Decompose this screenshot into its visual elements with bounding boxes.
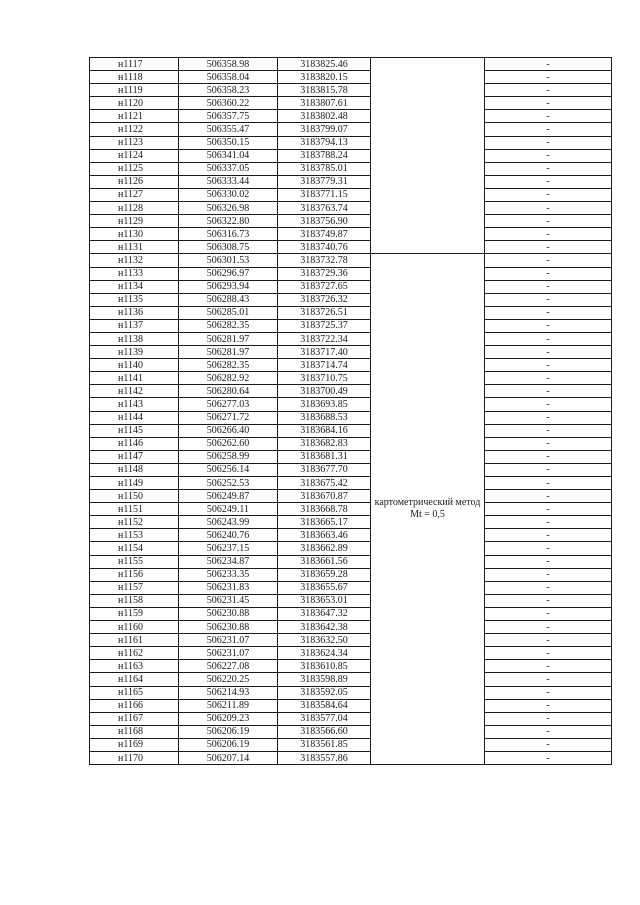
y-coordinate-cell: 3183663.46 — [278, 529, 371, 542]
point-id-cell: н1131 — [90, 241, 179, 254]
x-coordinate-cell: 506271.72 — [179, 411, 278, 424]
accuracy-dash-cell: - — [485, 751, 612, 764]
accuracy-dash-cell: - — [485, 673, 612, 686]
y-coordinate-cell: 3183740.76 — [278, 241, 371, 254]
y-coordinate-cell: 3183825.46 — [278, 58, 371, 71]
y-coordinate-cell: 3183662.89 — [278, 542, 371, 555]
y-coordinate-cell: 3183653.01 — [278, 594, 371, 607]
accuracy-dash-cell: - — [485, 581, 612, 594]
accuracy-dash-cell: - — [485, 306, 612, 319]
y-coordinate-cell: 3183598.89 — [278, 673, 371, 686]
y-coordinate-cell: 3183794.13 — [278, 136, 371, 149]
table-row — [90, 686, 612, 699]
point-id-cell: н1122 — [90, 123, 179, 136]
table-row — [90, 529, 612, 542]
table-row — [90, 332, 612, 345]
x-coordinate-cell: 506330.02 — [179, 188, 278, 201]
accuracy-dash-cell: - — [485, 490, 612, 503]
point-id-cell: н1133 — [90, 267, 179, 280]
point-id-cell: н1123 — [90, 136, 179, 149]
x-coordinate-cell: 506288.43 — [179, 293, 278, 306]
point-id-cell: н1168 — [90, 725, 179, 738]
y-coordinate-cell: 3183681.31 — [278, 450, 371, 463]
accuracy-dash-cell: - — [485, 725, 612, 738]
point-id-cell: н1150 — [90, 490, 179, 503]
y-coordinate-cell: 3183779.31 — [278, 175, 371, 188]
x-coordinate-cell: 506358.04 — [179, 71, 278, 84]
table-row — [90, 280, 612, 293]
table-row — [90, 254, 612, 267]
x-coordinate-cell: 506206.19 — [179, 738, 278, 751]
y-coordinate-cell: 3183624.34 — [278, 647, 371, 660]
x-coordinate-cell: 506308.75 — [179, 241, 278, 254]
table-row — [90, 581, 612, 594]
point-id-cell: н1138 — [90, 332, 179, 345]
accuracy-dash-cell: - — [485, 97, 612, 110]
accuracy-dash-cell: - — [485, 712, 612, 725]
coordinates-table — [89, 57, 612, 765]
y-coordinate-cell: 3183670.87 — [278, 490, 371, 503]
method-cell: картометрический метод Mt = 0,5 — [371, 254, 485, 765]
table-row — [90, 385, 612, 398]
table-row — [90, 84, 612, 97]
accuracy-dash-cell: - — [485, 254, 612, 267]
y-coordinate-cell: 3183682.83 — [278, 437, 371, 450]
table-row — [90, 398, 612, 411]
point-id-cell: н1130 — [90, 228, 179, 241]
point-id-cell: н1158 — [90, 594, 179, 607]
table-row — [90, 699, 612, 712]
x-coordinate-cell: 506230.88 — [179, 621, 278, 634]
accuracy-dash-cell: - — [485, 149, 612, 162]
accuracy-dash-cell: - — [485, 332, 612, 345]
y-coordinate-cell: 3183802.48 — [278, 110, 371, 123]
point-id-cell: н1151 — [90, 503, 179, 516]
accuracy-dash-cell: - — [485, 477, 612, 490]
y-coordinate-cell: 3183577.04 — [278, 712, 371, 725]
point-id-cell: н1162 — [90, 647, 179, 660]
accuracy-dash-cell: - — [485, 607, 612, 620]
x-coordinate-cell: 506258.99 — [179, 450, 278, 463]
table-row — [90, 450, 612, 463]
x-coordinate-cell: 506350.15 — [179, 136, 278, 149]
accuracy-dash-cell: - — [485, 346, 612, 359]
table-row — [90, 241, 612, 254]
x-coordinate-cell: 506237.15 — [179, 542, 278, 555]
x-coordinate-cell: 506282.92 — [179, 372, 278, 385]
accuracy-dash-cell: - — [485, 175, 612, 188]
point-id-cell: н1156 — [90, 568, 179, 581]
table-row — [90, 594, 612, 607]
point-id-cell: н1157 — [90, 581, 179, 594]
y-coordinate-cell: 3183661.56 — [278, 555, 371, 568]
x-coordinate-cell: 506301.53 — [179, 254, 278, 267]
table-row — [90, 542, 612, 555]
x-coordinate-cell: 506214.93 — [179, 686, 278, 699]
table-row — [90, 634, 612, 647]
x-coordinate-cell: 506358.23 — [179, 84, 278, 97]
table-row — [90, 751, 612, 764]
point-id-cell: н1152 — [90, 516, 179, 529]
x-coordinate-cell: 506206.19 — [179, 725, 278, 738]
x-coordinate-cell: 506282.35 — [179, 319, 278, 332]
accuracy-dash-cell: - — [485, 267, 612, 280]
x-coordinate-cell: 506277.03 — [179, 398, 278, 411]
x-coordinate-cell: 506285.01 — [179, 306, 278, 319]
point-id-cell: н1142 — [90, 385, 179, 398]
y-coordinate-cell: 3183815.78 — [278, 84, 371, 97]
accuracy-dash-cell: - — [485, 686, 612, 699]
x-coordinate-cell: 506231.45 — [179, 594, 278, 607]
y-coordinate-cell: 3183584.64 — [278, 699, 371, 712]
y-coordinate-cell: 3183592.05 — [278, 686, 371, 699]
accuracy-dash-cell: - — [485, 542, 612, 555]
point-id-cell: н1143 — [90, 398, 179, 411]
table-row — [90, 621, 612, 634]
accuracy-dash-cell: - — [485, 424, 612, 437]
accuracy-dash-cell: - — [485, 71, 612, 84]
point-id-cell: н1159 — [90, 607, 179, 620]
table-row — [90, 175, 612, 188]
table-row — [90, 71, 612, 84]
accuracy-dash-cell: - — [485, 529, 612, 542]
y-coordinate-cell: 3183647.32 — [278, 607, 371, 620]
y-coordinate-cell: 3183693.85 — [278, 398, 371, 411]
point-id-cell: н1167 — [90, 712, 179, 725]
point-id-cell: н1169 — [90, 738, 179, 751]
accuracy-dash-cell: - — [485, 738, 612, 751]
y-coordinate-cell: 3183675.42 — [278, 477, 371, 490]
point-id-cell: н1147 — [90, 450, 179, 463]
x-coordinate-cell: 506234.87 — [179, 555, 278, 568]
point-id-cell: н1164 — [90, 673, 179, 686]
table-row — [90, 202, 612, 215]
x-coordinate-cell: 506209.23 — [179, 712, 278, 725]
y-coordinate-cell: 3183729.36 — [278, 267, 371, 280]
table-row — [90, 607, 612, 620]
point-id-cell: н1146 — [90, 437, 179, 450]
table-row — [90, 738, 612, 751]
point-id-cell: н1137 — [90, 319, 179, 332]
x-coordinate-cell: 506249.11 — [179, 503, 278, 516]
y-coordinate-cell: 3183655.67 — [278, 581, 371, 594]
y-coordinate-cell: 3183688.53 — [278, 411, 371, 424]
x-coordinate-cell: 506293.94 — [179, 280, 278, 293]
point-id-cell: н1140 — [90, 359, 179, 372]
y-coordinate-cell: 3183668.78 — [278, 503, 371, 516]
y-coordinate-cell: 3183727.65 — [278, 280, 371, 293]
x-coordinate-cell: 506220.25 — [179, 673, 278, 686]
y-coordinate-cell: 3183771.15 — [278, 188, 371, 201]
y-coordinate-cell: 3183610.85 — [278, 660, 371, 673]
point-id-cell: н1127 — [90, 188, 179, 201]
x-coordinate-cell: 506227.08 — [179, 660, 278, 673]
coordinates-document — [89, 57, 611, 765]
y-coordinate-cell: 3183714.74 — [278, 359, 371, 372]
table-row — [90, 162, 612, 175]
accuracy-dash-cell: - — [485, 228, 612, 241]
table-row — [90, 411, 612, 424]
table-row — [90, 424, 612, 437]
method-blank-cell — [371, 58, 485, 254]
table-row — [90, 110, 612, 123]
table-row — [90, 228, 612, 241]
x-coordinate-cell: 506326.98 — [179, 202, 278, 215]
x-coordinate-cell: 506233.35 — [179, 568, 278, 581]
table-row — [90, 516, 612, 529]
accuracy-dash-cell: - — [485, 516, 612, 529]
point-id-cell: н1129 — [90, 215, 179, 228]
table-row — [90, 215, 612, 228]
y-coordinate-cell: 3183632.50 — [278, 634, 371, 647]
y-coordinate-cell: 3183820.15 — [278, 71, 371, 84]
x-coordinate-cell: 506252.53 — [179, 477, 278, 490]
point-id-cell: н1141 — [90, 372, 179, 385]
table-row — [90, 673, 612, 686]
table-row — [90, 568, 612, 581]
y-coordinate-cell: 3183717.40 — [278, 346, 371, 359]
point-id-cell: н1148 — [90, 463, 179, 476]
y-coordinate-cell: 3183659.28 — [278, 568, 371, 581]
point-id-cell: н1166 — [90, 699, 179, 712]
accuracy-dash-cell: - — [485, 293, 612, 306]
x-coordinate-cell: 506282.35 — [179, 359, 278, 372]
accuracy-dash-cell: - — [485, 162, 612, 175]
accuracy-dash-cell: - — [485, 215, 612, 228]
x-coordinate-cell: 506207.14 — [179, 751, 278, 764]
x-coordinate-cell: 506281.97 — [179, 332, 278, 345]
x-coordinate-cell: 506357.75 — [179, 110, 278, 123]
x-coordinate-cell: 506280.64 — [179, 385, 278, 398]
y-coordinate-cell: 3183684.16 — [278, 424, 371, 437]
table-row — [90, 647, 612, 660]
point-id-cell: н1165 — [90, 686, 179, 699]
point-id-cell: н1125 — [90, 162, 179, 175]
accuracy-dash-cell: - — [485, 398, 612, 411]
x-coordinate-cell: 506341.04 — [179, 149, 278, 162]
x-coordinate-cell: 506355.47 — [179, 123, 278, 136]
table-row — [90, 490, 612, 503]
point-id-cell: н1170 — [90, 751, 179, 764]
table-row — [90, 660, 612, 673]
table-row — [90, 306, 612, 319]
accuracy-dash-cell: - — [485, 621, 612, 634]
x-coordinate-cell: 506358.98 — [179, 58, 278, 71]
x-coordinate-cell: 506262.60 — [179, 437, 278, 450]
y-coordinate-cell: 3183700.49 — [278, 385, 371, 398]
point-id-cell: н1139 — [90, 346, 179, 359]
coordinates-table-body — [90, 58, 612, 765]
table-row — [90, 503, 612, 516]
table-row — [90, 463, 612, 476]
x-coordinate-cell: 506231.07 — [179, 647, 278, 660]
accuracy-dash-cell: - — [485, 58, 612, 71]
point-id-cell: н1161 — [90, 634, 179, 647]
y-coordinate-cell: 3183756.90 — [278, 215, 371, 228]
x-coordinate-cell: 506256.14 — [179, 463, 278, 476]
point-id-cell: н1153 — [90, 529, 179, 542]
point-id-cell: н1155 — [90, 555, 179, 568]
accuracy-dash-cell: - — [485, 555, 612, 568]
accuracy-dash-cell: - — [485, 463, 612, 476]
x-coordinate-cell: 506231.07 — [179, 634, 278, 647]
point-id-cell: н1136 — [90, 306, 179, 319]
table-row — [90, 437, 612, 450]
point-id-cell: н1119 — [90, 84, 179, 97]
accuracy-dash-cell: - — [485, 123, 612, 136]
table-row — [90, 267, 612, 280]
point-id-cell: н1144 — [90, 411, 179, 424]
table-row — [90, 293, 612, 306]
accuracy-dash-cell: - — [485, 568, 612, 581]
y-coordinate-cell: 3183732.78 — [278, 254, 371, 267]
point-id-cell: н1135 — [90, 293, 179, 306]
x-coordinate-cell: 506360.22 — [179, 97, 278, 110]
y-coordinate-cell: 3183725.37 — [278, 319, 371, 332]
point-id-cell: н1126 — [90, 175, 179, 188]
y-coordinate-cell: 3183566.60 — [278, 725, 371, 738]
accuracy-dash-cell: - — [485, 359, 612, 372]
table-row — [90, 477, 612, 490]
accuracy-dash-cell: - — [485, 319, 612, 332]
x-coordinate-cell: 506322.80 — [179, 215, 278, 228]
point-id-cell: н1132 — [90, 254, 179, 267]
accuracy-dash-cell: - — [485, 385, 612, 398]
accuracy-dash-cell: - — [485, 372, 612, 385]
x-coordinate-cell: 506211.89 — [179, 699, 278, 712]
accuracy-dash-cell: - — [485, 647, 612, 660]
accuracy-dash-cell: - — [485, 136, 612, 149]
point-id-cell: н1124 — [90, 149, 179, 162]
accuracy-dash-cell: - — [485, 188, 612, 201]
y-coordinate-cell: 3183763.74 — [278, 202, 371, 215]
y-coordinate-cell: 3183677.70 — [278, 463, 371, 476]
x-coordinate-cell: 506333.44 — [179, 175, 278, 188]
x-coordinate-cell: 506240.76 — [179, 529, 278, 542]
x-coordinate-cell: 506249.87 — [179, 490, 278, 503]
table-row — [90, 372, 612, 385]
x-coordinate-cell: 506230.88 — [179, 607, 278, 620]
table-row — [90, 725, 612, 738]
x-coordinate-cell: 506243.99 — [179, 516, 278, 529]
table-row — [90, 346, 612, 359]
y-coordinate-cell: 3183642.38 — [278, 621, 371, 634]
y-coordinate-cell: 3183799.07 — [278, 123, 371, 136]
table-row — [90, 97, 612, 110]
y-coordinate-cell: 3183807.61 — [278, 97, 371, 110]
x-coordinate-cell: 506316.73 — [179, 228, 278, 241]
point-id-cell: н1154 — [90, 542, 179, 555]
x-coordinate-cell: 506281.97 — [179, 346, 278, 359]
table-row — [90, 58, 612, 71]
y-coordinate-cell: 3183785.01 — [278, 162, 371, 175]
y-coordinate-cell: 3183557.86 — [278, 751, 371, 764]
point-id-cell: н1160 — [90, 621, 179, 634]
point-id-cell: н1121 — [90, 110, 179, 123]
point-id-cell: н1117 — [90, 58, 179, 71]
y-coordinate-cell: 3183722.34 — [278, 332, 371, 345]
accuracy-dash-cell: - — [485, 450, 612, 463]
accuracy-dash-cell: - — [485, 634, 612, 647]
point-id-cell: н1145 — [90, 424, 179, 437]
table-row — [90, 319, 612, 332]
point-id-cell: н1128 — [90, 202, 179, 215]
y-coordinate-cell: 3183710.75 — [278, 372, 371, 385]
table-row — [90, 136, 612, 149]
table-row — [90, 359, 612, 372]
x-coordinate-cell: 506337.05 — [179, 162, 278, 175]
x-coordinate-cell: 506266.40 — [179, 424, 278, 437]
y-coordinate-cell: 3183749.87 — [278, 228, 371, 241]
accuracy-dash-cell: - — [485, 411, 612, 424]
y-coordinate-cell: 3183665.17 — [278, 516, 371, 529]
point-id-cell: н1120 — [90, 97, 179, 110]
y-coordinate-cell: 3183788.24 — [278, 149, 371, 162]
table-row — [90, 712, 612, 725]
y-coordinate-cell: 3183726.51 — [278, 306, 371, 319]
y-coordinate-cell: 3183561.85 — [278, 738, 371, 751]
point-id-cell: н1118 — [90, 71, 179, 84]
accuracy-dash-cell: - — [485, 202, 612, 215]
table-row — [90, 149, 612, 162]
point-id-cell: н1134 — [90, 280, 179, 293]
accuracy-dash-cell: - — [485, 594, 612, 607]
y-coordinate-cell: 3183726.32 — [278, 293, 371, 306]
accuracy-dash-cell: - — [485, 660, 612, 673]
accuracy-dash-cell: - — [485, 84, 612, 97]
accuracy-dash-cell: - — [485, 437, 612, 450]
table-row — [90, 555, 612, 568]
accuracy-dash-cell: - — [485, 110, 612, 123]
point-id-cell: н1149 — [90, 477, 179, 490]
accuracy-dash-cell: - — [485, 503, 612, 516]
accuracy-dash-cell: - — [485, 280, 612, 293]
accuracy-dash-cell: - — [485, 241, 612, 254]
accuracy-dash-cell: - — [485, 699, 612, 712]
point-id-cell: н1163 — [90, 660, 179, 673]
x-coordinate-cell: 506231.83 — [179, 581, 278, 594]
table-row — [90, 188, 612, 201]
table-row — [90, 123, 612, 136]
x-coordinate-cell: 506296.97 — [179, 267, 278, 280]
